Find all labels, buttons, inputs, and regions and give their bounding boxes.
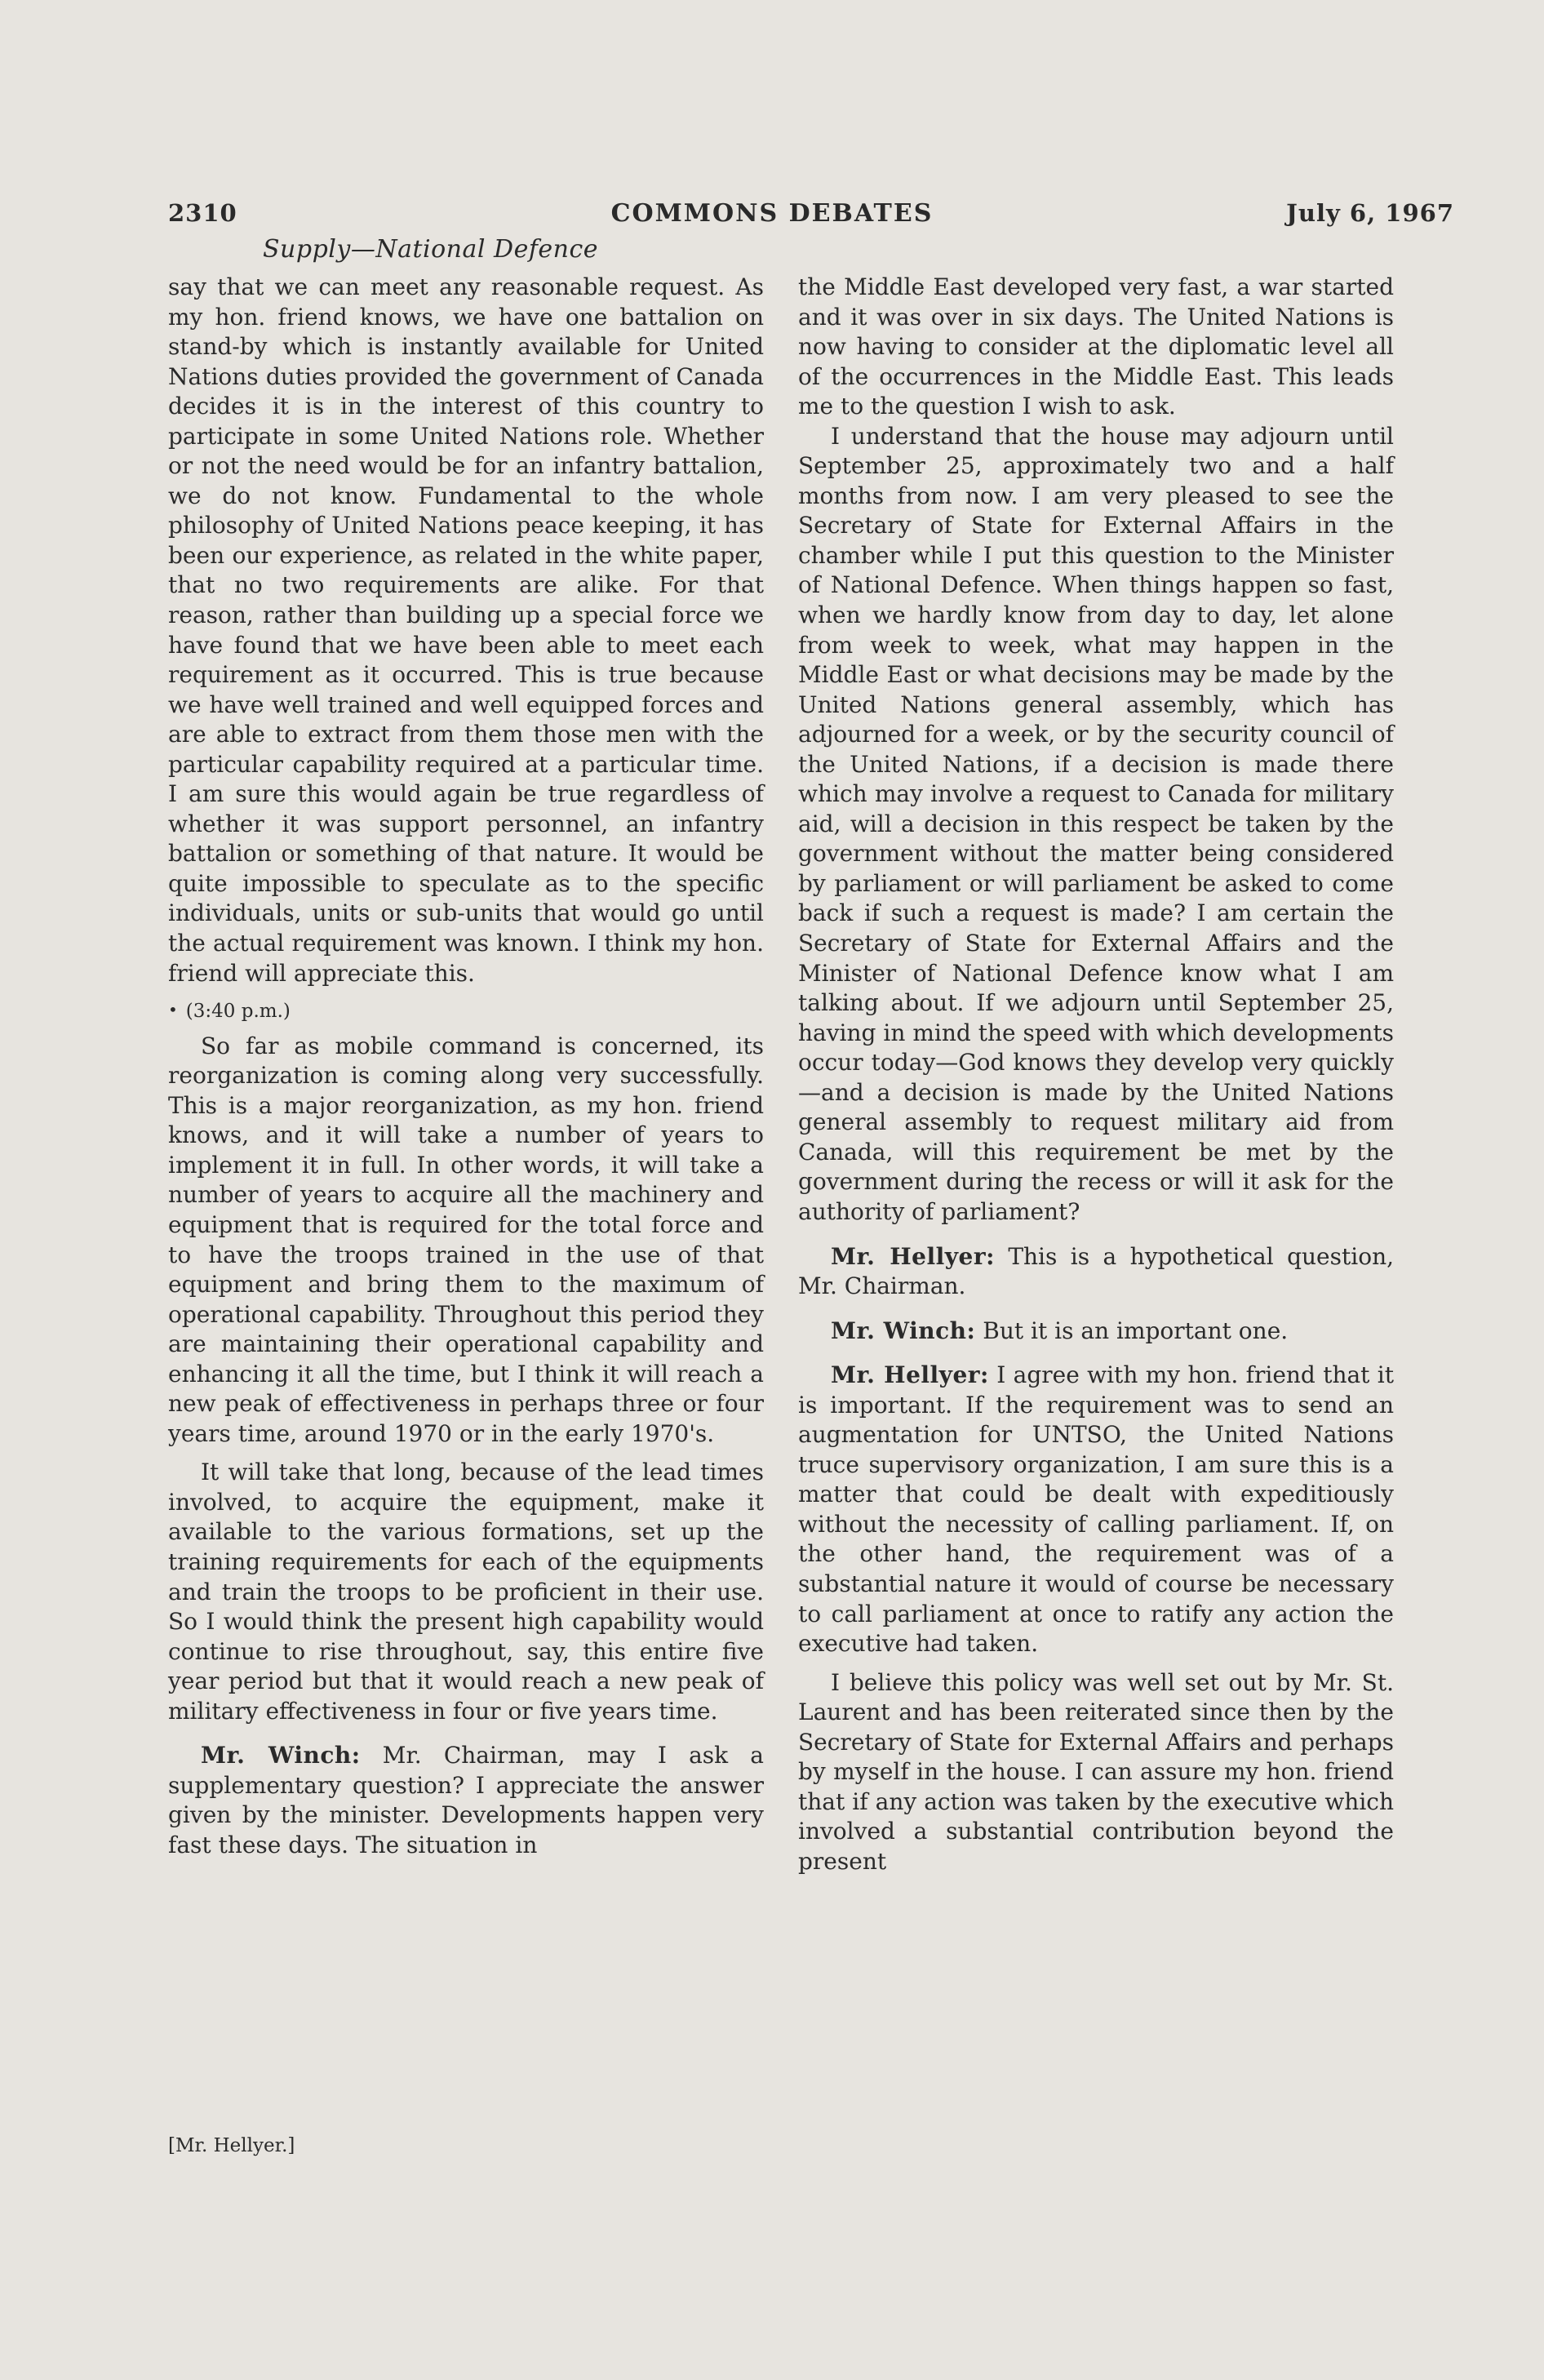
left-column <box>168 273 764 1860</box>
speaker-name: Mr. Winch: <box>201 1742 361 1769</box>
right-paragraph-6: I believe this policy was well set out by Mr. St. Laurent and has been reiterated since then by the Secretary of State for External Affairs and perhaps by myself in the house. I can assure my hon. friend that if any action was taken by the executive which involved a substantial contribution beyond the present <box>798 1668 1394 1875</box>
speech-text: But it is an important one. <box>983 1317 1289 1344</box>
running-head: Supply—National Defence <box>263 235 599 264</box>
page-number: 2310 <box>168 199 237 227</box>
publication-title: COMMONS DEBATES <box>610 199 934 228</box>
speaker-footer: [Mr. Hellyer.] <box>168 2135 295 2156</box>
left-paragraph-2: So far as mobile command is concerned, its reorganization is coming along very successfully. This is a major reorganization, as my hon. friend knows, and it will take a number of years to implement it in full. In other words, it will take a number of years to acquire all the machinery and equipment that is required for the total force and to have the troops trained in the use of that equipment and bring them to the maximum of operational capability. Throughout this period they are maintaining their operational capability and enhancing it all the time, but I think it will reach a new peak of effectiveness in perhaps three or four years time, around 1970 or in the early 1970's. <box>168 1032 764 1447</box>
publication-date: July 6, 1967 <box>1286 199 1454 227</box>
left-paragraph-3: It will take that long, because of the lead times involved, to acquire the equipment, make it available to the various formations, set up the training requirements for each of the equipments and train the troops to be proficient in their use. So I would think the present high capability would continue to rise throughout, say, this entire five year period but that it would reach a new peak of military effectiveness in four or five years time. <box>168 1459 764 1725</box>
speech-text: This is a hypothetical question, Mr. Chairman. <box>798 1242 1394 1300</box>
time-stamp: (3:40 p.m.) <box>185 1001 291 1023</box>
bullet-icon: • <box>168 1000 178 1020</box>
speaker-name: Mr. Winch: <box>831 1317 976 1344</box>
left-paragraph-4 <box>168 1741 764 1860</box>
left-paragraph-1: say that we can meet any reasonable request. As my hon. friend knows, we have one battalion on stand-by which is instantly available for United Nations duties provided the government of Canada decides it is in the interest of this country to participate in some United Nations role. Whether or not the need would be for an infantry battalion, we do not know. Fundamental to the whole philosophy of United Nations peace keeping, it has been our experience, as related in the white paper, that no two requirements are alike. For that reason, rather than building up a special force we have found that we have been able to meet each requirement as it occurred. This is true because we have well trained and well equipped forces and are able to extract from them those men with the particular capability required at a particular time. I am sure this would again be true regardless of whether it was support personnel, an infantry battalion or something of that nature. It would be quite impossible to speculate as to the specific individuals, units or sub-units that would go until the actual requirement was known. I think my hon. friend will appreciate this. <box>168 273 764 987</box>
right-paragraph-2: I understand that the house may adjourn until September 25, approximately two and a half months from now. I am very pleased to see the Secretary of State for External Affairs in the chamber while I put this question to the Minister of National Defence. When things happen so fast, when we hardly know from day to day, let alone from week to week, what may happen in the Middle East or what decisions may be made by the United Nations general assembly, which has adjourned for a week, or by the security council of the United Nations, if a decision is made there which may involve a request to Canada for military aid, will a decision in this respect be taken by the government without the matter being considered by parliament or will parliament be asked to come back if such a request is made? I am certain the Secretary of State for External Affairs and the Minister of National Defence know what I am talking about. If we adjourn until September 25, having in mind the speed with which developments occur today—God knows they develop very quickly—and a decision is made by the United Nations general assembly to request military aid from Canada, will this requirement be met by the government during the recess or will it ask for the authority of parliament? <box>798 422 1394 1225</box>
time-stamp-line <box>168 995 764 1027</box>
right-paragraph-3 <box>798 1242 1394 1302</box>
speaker-name: Mr. Hellyer: <box>831 1361 989 1389</box>
right-paragraph-1: the Middle East developed very fast, a war started and it was over in six days. The United Nations is now having to consider at the diplomatic level all of the occurrences in the Middle East. This leads me to the question I wish to ask. <box>798 273 1394 420</box>
right-paragraph-5 <box>798 1361 1394 1658</box>
speaker-name: Mr. Hellyer: <box>831 1242 995 1270</box>
right-column <box>798 273 1394 1876</box>
speech-text: I agree with my hon. friend that it is important. If the requirement was to send an augmentation for UNTSO, the United Nations truce supervisory organization, I am sure this is a matter that could be dealt with expeditiously without the necessity of calling parliament. If, on the other hand, the requirement was of a substantial nature it would of course be necessary to call parliament at once to ratify any action the executive had taken. <box>798 1361 1395 1658</box>
speech-text: Mr. Chairman, may I ask a supplementary question? I appreciate the answer given by the minister. Developments happen very fast these days. The situation in <box>168 1742 764 1858</box>
right-paragraph-4 <box>798 1317 1394 1347</box>
